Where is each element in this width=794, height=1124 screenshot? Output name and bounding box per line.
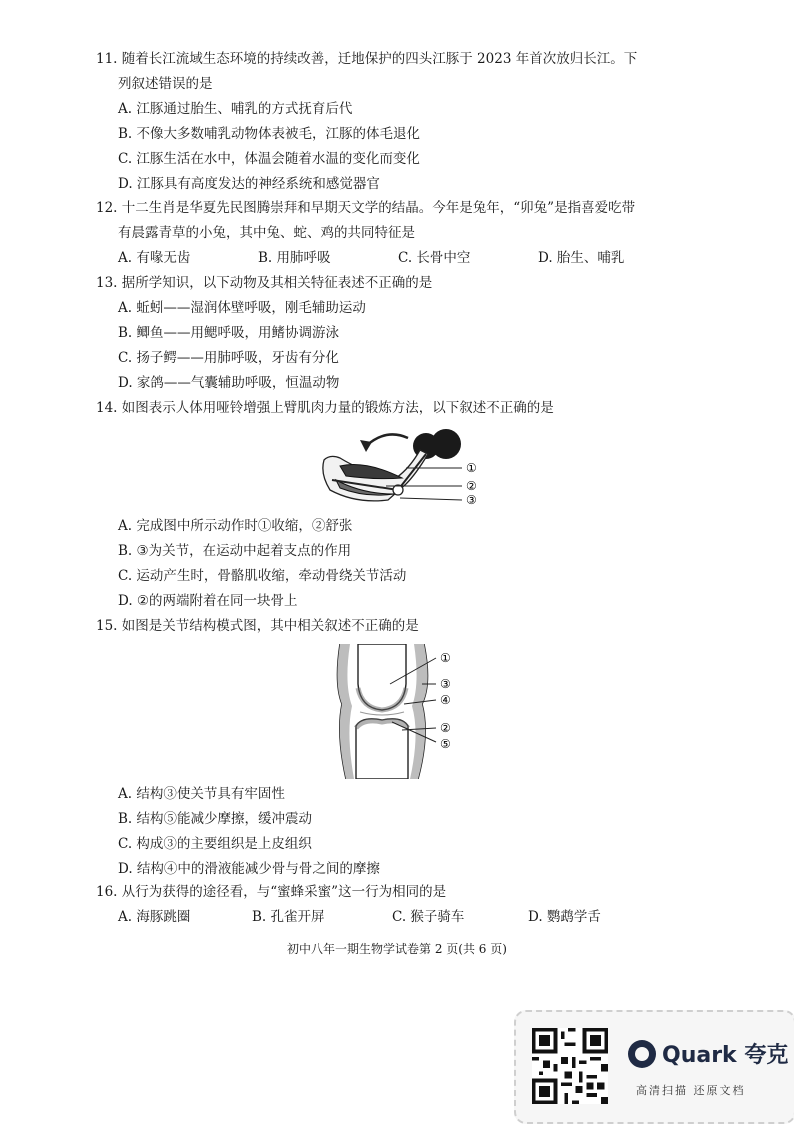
q15-option-c: C. 构成③的主要组织是上皮组织: [118, 836, 312, 852]
label-4: ④: [440, 693, 451, 707]
label-5: ⑤: [440, 737, 451, 751]
question-14-stem: 14. 如图表示人体用哑铃增强上臂肌肉力量的锻炼方法，以下叙述不正确的是: [96, 400, 554, 416]
question-11: [96, 47, 696, 197]
question-13-stem: 13. 据所学知识，以下动物及其相关特征表述不正确的是: [96, 275, 433, 291]
question-15-options: [96, 782, 696, 882]
q16-option-d: D. 鹦鹉学舌: [528, 909, 601, 925]
joint-structure-figure: [332, 644, 466, 779]
q13-option-c: C. 扬子鳄——用肺呼吸，牙齿有分化: [118, 350, 339, 366]
q11-option-a: A. 江豚通过胎生、哺乳的方式抚育后代: [118, 101, 353, 117]
arm-dumbbell-figure: [316, 424, 486, 514]
q12-option-b: B. 用肺呼吸: [258, 250, 331, 266]
label-2: ②: [440, 721, 451, 735]
quark-scan-badge: [514, 1010, 794, 1124]
page-footer: 初中八年一期生物学试卷第 2 页(共 6 页): [287, 942, 507, 956]
question-12-stem: 12. 十二生肖是华夏先民图腾崇拜和早期天文学的结晶。今年是兔年，“卯兔”是指喜爱吃带: [96, 200, 636, 216]
q11-option-b: B. 不像大多数哺乳动物体表被毛，江豚的体毛退化: [118, 126, 421, 142]
forearm-bone: [398, 454, 426, 490]
question-16: [96, 880, 696, 930]
label-2: ②: [466, 479, 477, 493]
question-14: [96, 396, 696, 421]
q13-option-d: D. 家鸽——气囊辅助呼吸，恒温动物: [118, 375, 340, 391]
quark-logo-icon: [628, 1040, 656, 1068]
q12-option-d: D. 胎生、哺乳: [538, 250, 625, 266]
question-16-stem: 16. 从行为获得的途径看，与“蜜蜂采蜜”这一行为相同的是: [96, 884, 447, 900]
q15-option-b: B. 结构⑤能减少摩擦，缓冲震动: [118, 811, 313, 827]
q15-option-a: A. 结构③使关节具有牢固性: [118, 786, 285, 802]
quark-subtitle: 高清扫描 还原文档: [636, 1084, 746, 1097]
q14-option-a: A. 完成图中所示动作时①收缩，②舒张: [118, 518, 353, 534]
question-15: [96, 614, 696, 639]
q11-option-d: D. 江豚具有高度发达的神经系统和感觉器官: [118, 176, 380, 192]
motion-arrow: [366, 434, 408, 446]
leader-line-3: [400, 498, 462, 500]
q15-option-d: D. 结构④中的滑液能减少骨与骨之间的摩擦: [118, 861, 380, 877]
quark-brand: [628, 1038, 788, 1069]
q14-option-b: B. ③为关节，在运动中起着支点的作用: [118, 543, 352, 559]
capsule-left-fill: [337, 644, 354, 779]
quark-brand-name: Quark 夸克: [662, 1043, 789, 1068]
label-1: ①: [440, 651, 451, 665]
label-3: ③: [466, 493, 477, 507]
q14-option-d: D. ②的两端附着在同一块骨上: [118, 593, 298, 609]
q12-option-a: A. 有喙无齿: [118, 250, 191, 266]
q13-option-a: A. 蚯蚓——湿润体壁呼吸，刚毛辅助运动: [118, 300, 366, 316]
q12-options: [96, 246, 696, 271]
label-3: ③: [440, 677, 451, 691]
question-12: [96, 196, 696, 271]
q14-option-c: C. 运动产生时，骨骼肌收缩，牵动骨绕关节活动: [118, 568, 407, 584]
q16-option-c: C. 猴子骑车: [392, 909, 465, 925]
q12-option-c: C. 长骨中空: [398, 250, 471, 266]
biceps-muscle: [340, 465, 402, 479]
question-11-stem: 11. 随着长江流域生态环境的持续改善，迁地保护的四头江豚于 2023 年首次放归长江。下: [96, 51, 638, 67]
q16-options: [96, 905, 696, 930]
q11-option-c: C. 江豚生活在水中，体温会随着水温的变化而变化: [118, 151, 420, 167]
question-13: [96, 271, 696, 396]
q16-option-b: B. 孔雀开屏: [252, 909, 325, 925]
q13-option-b: B. 鲫鱼——用鳃呼吸，用鳍协调游泳: [118, 325, 340, 341]
question-11-stem-cont: 列叙述错误的是: [118, 76, 213, 92]
label-1: ①: [466, 461, 477, 475]
question-15-stem: 15. 如图是关节结构模式图，其中相关叙述不正确的是: [96, 618, 419, 634]
question-14-options: [96, 514, 696, 614]
motion-arrow-head: [360, 440, 372, 452]
question-12-stem-cont: 有晨露青草的小兔，其中兔、蛇、鸡的共同特征是: [118, 225, 415, 241]
q16-option-a: A. 海豚跳圈: [118, 909, 191, 925]
qr-code-icon: [532, 1028, 608, 1104]
joint-socket: [356, 719, 408, 779]
dumbbell-weight-front: [431, 429, 461, 459]
